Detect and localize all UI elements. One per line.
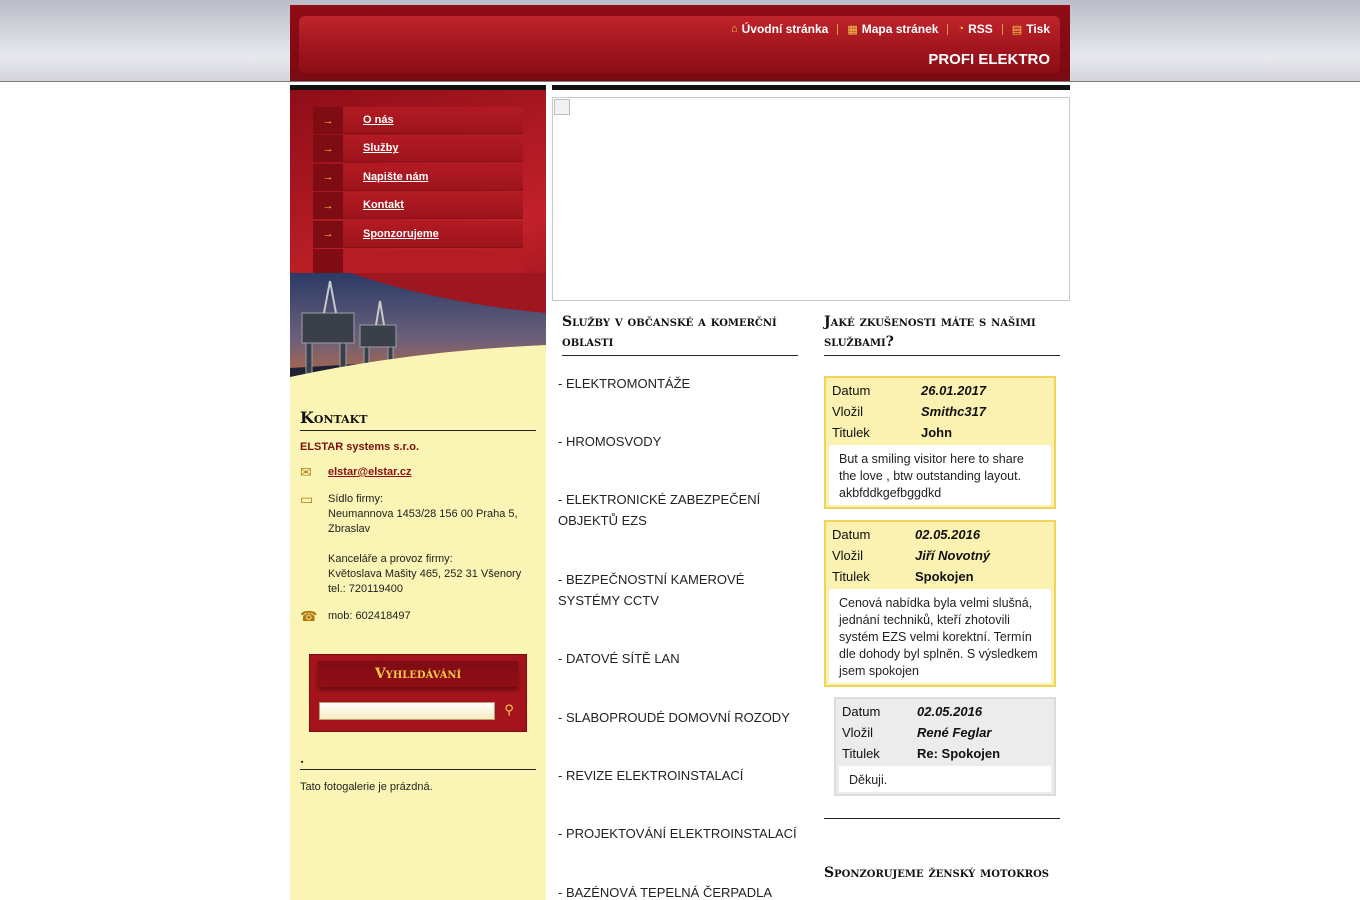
- entry-title-row: [829, 422, 1051, 443]
- menu-item-label[interactable]: Kontakt: [343, 192, 523, 219]
- address-row: [300, 492, 536, 597]
- divider: [1002, 24, 1003, 35]
- menu-item-label[interactable]: Sponzorujeme: [343, 221, 523, 248]
- menu-item-kontakt[interactable]: [313, 192, 523, 220]
- home-link[interactable]: [731, 22, 828, 36]
- sitemap-link[interactable]: [847, 22, 938, 36]
- date-label: Datum: [842, 704, 881, 719]
- rss-link-label: RSS: [968, 22, 993, 36]
- title-label: Titulek: [842, 746, 880, 761]
- service-item: - ELEKTRONICKÉ ZABEZPEČENÍ OBJEKTŮ EZS: [558, 492, 761, 528]
- rss-link[interactable]: [957, 22, 992, 36]
- search-box: [309, 654, 527, 732]
- address-line: Neumannova 1453/28 156 00 Praha 5, Zbraslav: [328, 508, 518, 535]
- sitemap-icon: ▦: [847, 23, 858, 36]
- email-row: [300, 465, 536, 480]
- date-label: Datum: [832, 383, 871, 398]
- phone-icon: ☎: [300, 608, 318, 624]
- company-name: ELSTAR systems s.r.o.: [300, 441, 420, 453]
- service-item: - DATOVÉ SÍTĚ LAN: [558, 651, 680, 666]
- arrow-right-icon: →: [313, 164, 343, 191]
- envelope-icon: ✉: [300, 464, 312, 480]
- guestbook-entry: [824, 520, 1056, 687]
- gallery-empty-text: Tato fotogalerie je prázdná.: [300, 781, 433, 793]
- guestbook-section: [824, 312, 1060, 886]
- broken-image-icon: [554, 99, 570, 115]
- entry-body: Cenová nabídka byla velmi slušná, jednání techniků, kteří zhotovili systém EZS velmi korektní. Termín dle dohody byl splněn. S výsledkem jsem spokojen: [829, 589, 1051, 683]
- entry-title: Spokojen: [915, 569, 974, 584]
- sidebar: [290, 90, 546, 900]
- menu-item-o-nas[interactable]: [313, 107, 523, 135]
- entry-date: 02.05.2016: [917, 704, 983, 719]
- search-icon[interactable]: ⚲: [504, 702, 514, 717]
- guestbook-heading: Jaké zkušenosti máte s našimi službami?: [824, 312, 1060, 356]
- menu-item-label[interactable]: Služby: [343, 135, 523, 162]
- address-line: tel.: 720119400: [328, 583, 404, 595]
- sponsor-heading: Sponzorujeme ženský motokros: [824, 865, 1050, 881]
- oil-rig-image: [290, 273, 546, 390]
- search-heading: Vyhledávání: [318, 661, 518, 687]
- entry-author-row: [839, 722, 1051, 743]
- arrow-right-icon: →: [313, 221, 343, 248]
- gallery-heading: .: [300, 752, 536, 770]
- entry-author: René Feglar: [917, 725, 992, 740]
- menu-item-sponzorujeme[interactable]: [313, 221, 523, 249]
- print-icon: ▤: [1011, 23, 1023, 36]
- print-link-label: Tisk: [1026, 22, 1050, 36]
- divider: [552, 85, 1070, 90]
- title-label: Titulek: [832, 425, 870, 440]
- rss-icon: ◔: [957, 23, 965, 35]
- entry-author-row: [829, 401, 1051, 422]
- divider: [824, 818, 1060, 819]
- date-label: Datum: [832, 527, 871, 542]
- service-item: - BEZPEČNOSTNÍ KAMEROVÉ SYSTÉMY CCTV: [558, 572, 745, 608]
- entry-title-row: [839, 743, 1051, 764]
- entry-date: 26.01.2017: [921, 383, 987, 398]
- entry-date-row: [839, 701, 1051, 722]
- menu-spacer: [313, 249, 523, 273]
- service-item: - ELEKTROMONTÁŽE: [558, 376, 691, 391]
- entry-author: Jiří Novotný: [915, 548, 991, 563]
- oil-rig-photo: [290, 273, 546, 390]
- entry-author: Smithc317: [921, 404, 987, 419]
- entry-title: Re: Spokojen: [917, 746, 1001, 761]
- address-line: [328, 537, 536, 552]
- top-links: [731, 22, 1050, 36]
- divider: [837, 24, 838, 35]
- contact-heading: Kontakt: [300, 408, 536, 431]
- home-link-label: Úvodní stránka: [741, 22, 829, 36]
- address-block: [328, 492, 536, 597]
- print-link[interactable]: [1012, 22, 1050, 36]
- entry-title: John: [921, 425, 953, 440]
- home-icon: ⌂: [730, 23, 738, 35]
- banner-image: [552, 97, 1070, 301]
- author-label: Vložil: [832, 548, 864, 563]
- entry-date-row: [829, 524, 1051, 545]
- title-label: Titulek: [832, 569, 870, 584]
- entry-date: 02.05.2016: [915, 527, 981, 542]
- services-heading: Služby v občanské a komerční oblasti: [562, 312, 798, 356]
- services-section: [558, 312, 798, 900]
- service-item: - REVIZE ELEKTROINSTALACÍ: [558, 768, 744, 783]
- menu-spacer-left: [313, 249, 343, 276]
- address-line: Sídlo firmy:: [328, 493, 384, 505]
- site-header: [290, 5, 1070, 81]
- mobile-row: [300, 609, 536, 624]
- services-list: [558, 373, 798, 900]
- guestbook-entry: [824, 376, 1056, 509]
- mobile-number: mob: 602418497: [328, 610, 411, 622]
- site-title: PROFI ELEKTRO: [928, 51, 1050, 68]
- arrow-right-icon: →: [313, 192, 343, 219]
- sitemap-link-label: Mapa stránek: [861, 22, 939, 36]
- address-card-icon: ▭: [300, 491, 314, 507]
- service-item: - HROMOSVODY: [558, 434, 662, 449]
- arrow-right-icon: →: [313, 135, 343, 162]
- address-line: Květoslava Mašity 465, 252 31 Všenory: [328, 568, 522, 580]
- entry-body: Děkuji.: [839, 766, 1051, 792]
- email-link[interactable]: elstar@elstar.cz: [328, 466, 412, 478]
- contact-section: [300, 408, 536, 624]
- menu-item-label[interactable]: Napište nám: [343, 164, 523, 191]
- guestbook-reply: [834, 697, 1056, 796]
- entry-author-row: [829, 545, 1051, 566]
- service-item: - SLABOPROUDÉ DOMOVNÍ ROZODY: [558, 710, 790, 725]
- main-menu: [313, 107, 523, 273]
- arrow-right-icon: →: [313, 107, 343, 134]
- address-line: Kanceláře a provoz firmy:: [328, 553, 453, 565]
- menu-item-sluzby[interactable]: [313, 135, 523, 163]
- menu-spacer-right: [343, 249, 523, 276]
- author-label: Vložil: [832, 404, 864, 419]
- entry-body: But a smiling visitor here to share the love , btw outstanding layout. akbfddkgefbggdkd: [829, 445, 1051, 505]
- divider: [947, 24, 948, 35]
- menu-item-label[interactable]: O nás: [343, 107, 523, 134]
- menu-item-napiste-nam[interactable]: [313, 164, 523, 192]
- gallery-section: [300, 752, 536, 793]
- service-item: - PROJEKTOVÁNÍ ELEKTROINSTALACÍ: [558, 826, 797, 841]
- entry-title-row: [829, 566, 1051, 587]
- service-item: - BAZÉNOVÁ TEPELNÁ ČERPADLA: [558, 885, 773, 900]
- author-label: Vložil: [842, 725, 874, 740]
- search-input[interactable]: [319, 702, 495, 720]
- page: [290, 0, 1070, 900]
- entry-date-row: [829, 380, 1051, 401]
